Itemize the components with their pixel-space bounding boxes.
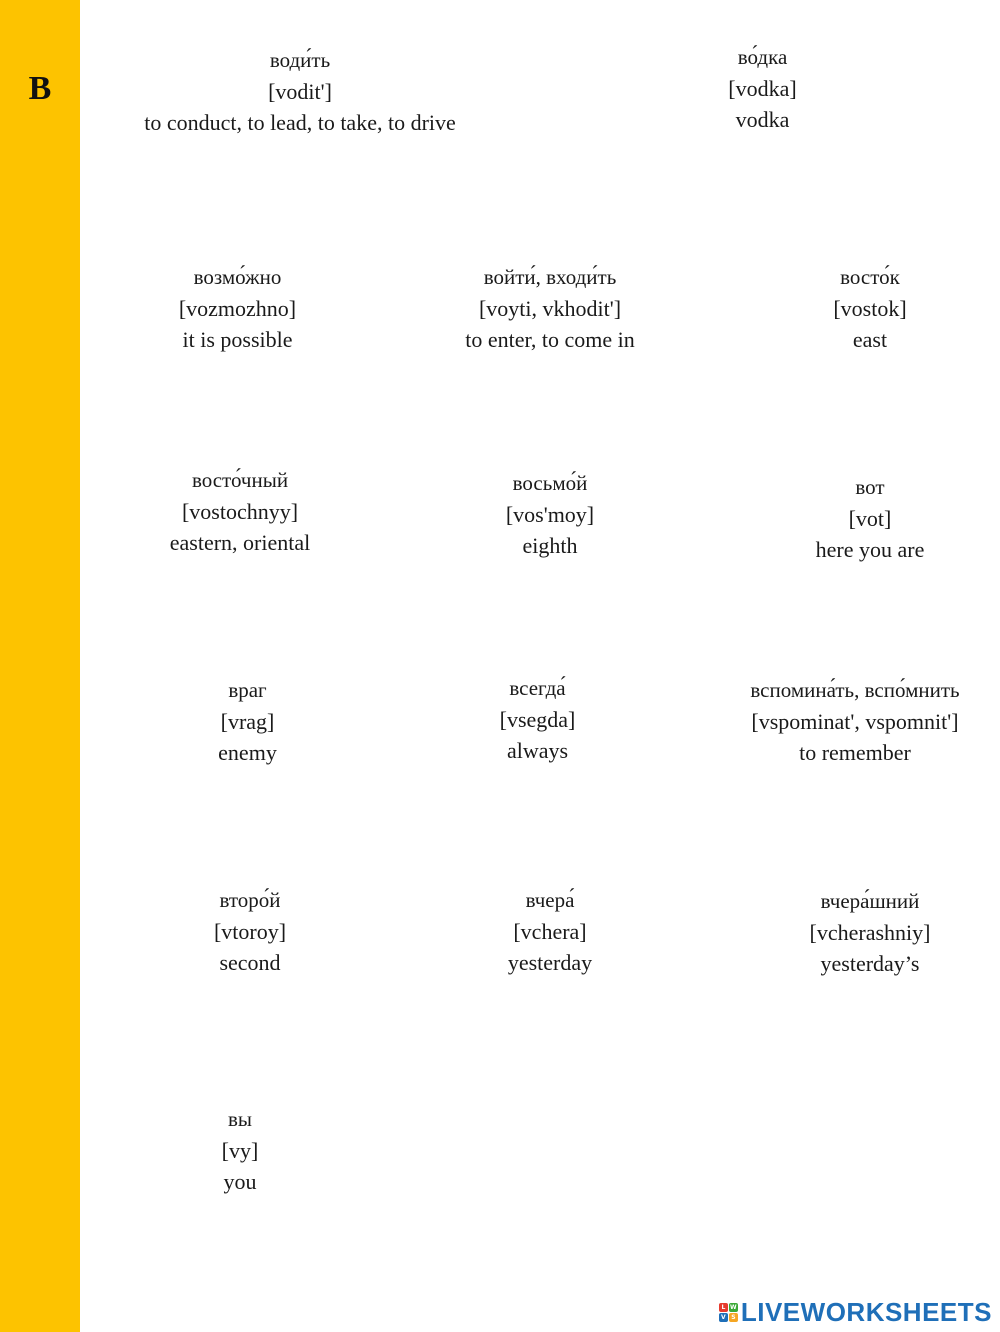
transliteration: [vos'moy] [505,502,595,527]
english-meaning: yesterday [507,950,593,975]
transliteration: [vodit'] [268,79,332,104]
russian-word: возмо́жно [193,265,282,289]
vocab-entry [715,675,995,768]
english-meaning: yesterday’s [820,951,920,976]
russian-word: вчера́ [525,888,575,912]
vocab-entry [440,262,660,355]
transliteration: [vcherashniy] [809,920,931,945]
russian-word: во́дка [737,45,788,69]
logo-badge-icon [719,1303,738,1322]
vocab-entry [180,1104,300,1197]
english-meaning: second [219,950,281,975]
transliteration: [vspominat', vspomnit'] [751,709,959,734]
russian-word: вот [855,475,885,499]
brand-name: LIVEWORKSHEETS [740,1296,992,1327]
transliteration: [vodka] [728,76,797,101]
russian-word: вспомина́ть, вспо́мнить [750,678,960,702]
english-meaning: east [852,327,888,352]
vocab-entry [110,45,490,138]
russian-word: води́ть [269,48,331,72]
transliteration: [voyti, vkhodit'] [478,296,622,321]
vocab-entry [800,262,940,355]
transliteration: [vy] [221,1138,259,1163]
english-meaning: it is possible [182,327,293,352]
transliteration: [vostok] [833,296,907,321]
transliteration: [vozmozhno] [178,296,297,321]
section-letter: В [28,70,52,107]
english-meaning: enemy [218,740,277,765]
vocab-entry [790,472,950,565]
english-meaning: to remember [799,740,911,765]
transliteration: [vrag] [220,709,275,734]
english-meaning: to conduct, to lead, to take, to drive [144,110,456,135]
transliteration: [vchera] [513,919,587,944]
english-meaning: vodka [735,107,790,132]
russian-word: вчера́шний [820,889,920,913]
badge-cell: L [719,1303,728,1312]
english-meaning: always [506,738,569,763]
russian-word: восто́чный [191,468,289,492]
russian-word: восьмо́й [512,471,588,495]
vocab-entry [480,468,620,561]
vocab-entry [180,675,315,768]
badge-cell: S [729,1313,738,1322]
transliteration: [vostochnyy] [181,499,299,524]
russian-word: второ́й [219,888,281,912]
russian-word: войти́, входи́ть [483,265,617,289]
transliteration: [vot] [848,506,892,531]
russian-word: всегда́ [509,676,566,700]
english-meaning: to enter, to come in [465,327,635,352]
transliteration: [vtoroy] [213,919,287,944]
english-meaning: eighth [522,533,578,558]
vocab-entry [690,42,835,135]
letter-sidebar [0,0,80,1332]
russian-word: вы [227,1107,253,1131]
vocab-entry [180,885,320,978]
english-meaning: you [223,1169,257,1194]
vocab-entry [480,885,620,978]
transliteration: [vsegda] [499,707,576,732]
vocab-entry [790,886,950,979]
liveworksheets-logo[interactable] [719,1298,992,1326]
badge-cell: W [730,1303,737,1311]
english-meaning: eastern, oriental [169,530,311,555]
russian-word: враг [228,678,267,702]
badge-cell: V [719,1313,728,1322]
vocab-entry [470,673,605,766]
english-meaning: here you are [815,537,925,562]
vocab-entry [150,465,330,558]
russian-word: восто́к [840,265,900,289]
vocab-entry [140,262,335,355]
